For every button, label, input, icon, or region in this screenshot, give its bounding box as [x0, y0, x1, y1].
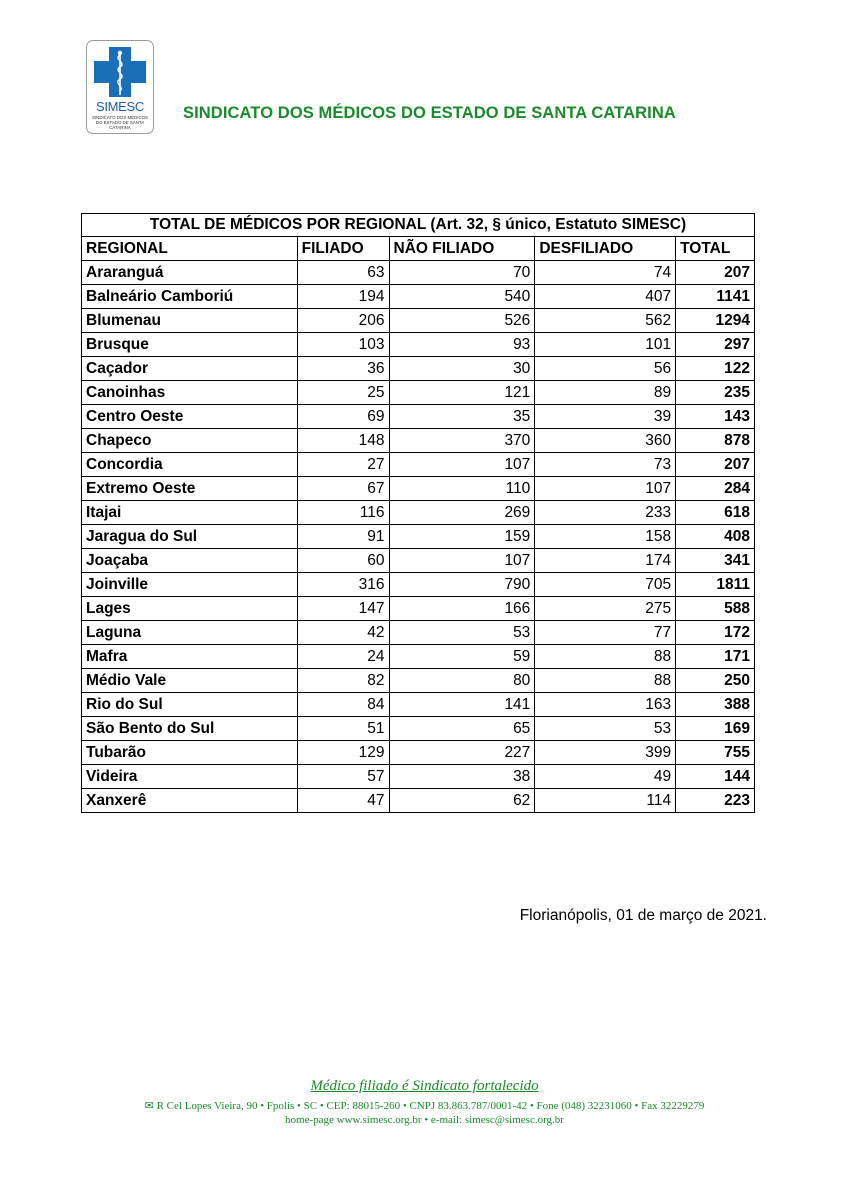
- cell-filiado: 129: [297, 741, 389, 765]
- header-total: TOTAL: [676, 237, 755, 261]
- cell-desfiliado: 562: [535, 309, 676, 333]
- cell-desfiliado: 53: [535, 717, 676, 741]
- cell-filiado: 82: [297, 669, 389, 693]
- organization-title: SINDICATO DOS MÉDICOS DO ESTADO DE SANTA CATARINA: [183, 104, 676, 122]
- cell-filiado: 36: [297, 357, 389, 381]
- cell-total: 172: [676, 621, 755, 645]
- cell-nao-filiado: 93: [389, 333, 535, 357]
- footer-address-line: [0, 1099, 849, 1112]
- cell-regional: Itajai: [82, 501, 298, 525]
- cell-total: 144: [676, 765, 755, 789]
- medical-cross-icon: [91, 45, 149, 99]
- cell-total: 297: [676, 333, 755, 357]
- cell-regional: Laguna: [82, 621, 298, 645]
- footer-slogan: Médico filiado é Sindicato fortalecido: [310, 1078, 539, 1094]
- table-row: [82, 669, 755, 693]
- header-nao-filiado: NÃO FILIADO: [389, 237, 535, 261]
- table-row: [82, 765, 755, 789]
- cell-filiado: 206: [297, 309, 389, 333]
- table-row: [82, 333, 755, 357]
- cell-nao-filiado: 370: [389, 429, 535, 453]
- cell-regional: Rio do Sul: [82, 693, 298, 717]
- cell-nao-filiado: 38: [389, 765, 535, 789]
- cell-total: 618: [676, 501, 755, 525]
- table-row: [82, 309, 755, 333]
- table-row: [82, 453, 755, 477]
- header-regional: REGIONAL: [82, 237, 298, 261]
- cell-desfiliado: 88: [535, 645, 676, 669]
- table-row: [82, 693, 755, 717]
- cell-total: 223: [676, 789, 755, 813]
- table-row: [82, 549, 755, 573]
- cell-regional: São Bento do Sul: [82, 717, 298, 741]
- cell-filiado: 67: [297, 477, 389, 501]
- table-row: [82, 501, 755, 525]
- cell-nao-filiado: 70: [389, 261, 535, 285]
- cell-regional: Balneário Camboriú: [82, 285, 298, 309]
- cell-total: 122: [676, 357, 755, 381]
- cell-nao-filiado: 121: [389, 381, 535, 405]
- cell-desfiliado: 39: [535, 405, 676, 429]
- cell-nao-filiado: 107: [389, 453, 535, 477]
- cell-filiado: 194: [297, 285, 389, 309]
- cell-desfiliado: 73: [535, 453, 676, 477]
- table-row: [82, 597, 755, 621]
- cell-desfiliado: 407: [535, 285, 676, 309]
- cell-total: 207: [676, 453, 755, 477]
- cell-regional: Joinville: [82, 573, 298, 597]
- cell-regional: Jaragua do Sul: [82, 525, 298, 549]
- cell-nao-filiado: 107: [389, 549, 535, 573]
- cell-filiado: 116: [297, 501, 389, 525]
- cell-nao-filiado: 65: [389, 717, 535, 741]
- cell-nao-filiado: 62: [389, 789, 535, 813]
- cell-regional: Araranguá: [82, 261, 298, 285]
- cell-desfiliado: 74: [535, 261, 676, 285]
- header-filiado: FILIADO: [297, 237, 389, 261]
- cell-desfiliado: 114: [535, 789, 676, 813]
- footer-web: home-page www.simesc.org.br • e-mail: simesc@simesc.org.br: [285, 1114, 564, 1126]
- cell-desfiliado: 77: [535, 621, 676, 645]
- envelope-icon: ✉: [144, 1100, 154, 1112]
- table-row: [82, 525, 755, 549]
- cell-filiado: 69: [297, 405, 389, 429]
- regional-table: [81, 213, 755, 813]
- cell-total: 169: [676, 717, 755, 741]
- cell-desfiliado: 158: [535, 525, 676, 549]
- cell-total: 143: [676, 405, 755, 429]
- cell-total: 250: [676, 669, 755, 693]
- cell-desfiliado: 233: [535, 501, 676, 525]
- cell-total: 1811: [676, 573, 755, 597]
- cell-desfiliado: 107: [535, 477, 676, 501]
- cell-total: 235: [676, 381, 755, 405]
- cell-nao-filiado: 227: [389, 741, 535, 765]
- cell-total: 878: [676, 429, 755, 453]
- logo-subtext: SINDICATO DOS MÉDICOS DO ESTADO DE SANTA CATARINA: [92, 115, 148, 130]
- cell-nao-filiado: 110: [389, 477, 535, 501]
- cell-nao-filiado: 269: [389, 501, 535, 525]
- cell-desfiliado: 56: [535, 357, 676, 381]
- cell-desfiliado: 163: [535, 693, 676, 717]
- table-row: [82, 789, 755, 813]
- cell-filiado: 24: [297, 645, 389, 669]
- cell-desfiliado: 88: [535, 669, 676, 693]
- cell-nao-filiado: 80: [389, 669, 535, 693]
- cell-total: 388: [676, 693, 755, 717]
- cell-nao-filiado: 166: [389, 597, 535, 621]
- cell-nao-filiado: 540: [389, 285, 535, 309]
- table-row: [82, 477, 755, 501]
- cell-filiado: 60: [297, 549, 389, 573]
- cell-filiado: 147: [297, 597, 389, 621]
- table-row: [82, 381, 755, 405]
- cell-regional: Concordia: [82, 453, 298, 477]
- cell-desfiliado: 101: [535, 333, 676, 357]
- simesc-logo: [86, 40, 154, 134]
- cell-regional: Canoinhas: [82, 381, 298, 405]
- cell-nao-filiado: 35: [389, 405, 535, 429]
- table-row: [82, 717, 755, 741]
- table-row: [82, 261, 755, 285]
- cell-filiado: 63: [297, 261, 389, 285]
- cell-nao-filiado: 141: [389, 693, 535, 717]
- cell-nao-filiado: 30: [389, 357, 535, 381]
- table-row: [82, 285, 755, 309]
- cell-filiado: 25: [297, 381, 389, 405]
- cell-total: 284: [676, 477, 755, 501]
- cell-filiado: 91: [297, 525, 389, 549]
- cell-regional: Tubarão: [82, 741, 298, 765]
- cell-total: 171: [676, 645, 755, 669]
- cell-total: 408: [676, 525, 755, 549]
- cell-desfiliado: 49: [535, 765, 676, 789]
- cell-nao-filiado: 53: [389, 621, 535, 645]
- cell-total: 341: [676, 549, 755, 573]
- cell-total: 207: [676, 261, 755, 285]
- header-desfiliado: DESFILIADO: [535, 237, 676, 261]
- table-row: [82, 741, 755, 765]
- cell-regional: Médio Vale: [82, 669, 298, 693]
- logo-name: SIMESC: [95, 99, 145, 114]
- cell-nao-filiado: 59: [389, 645, 535, 669]
- table-row: [82, 429, 755, 453]
- footer-address: R Cel Lopes Vieira, 90 • Fpolis • SC • CEP: 88015-260 • CNPJ 83.863.787/0001-42 • Fone (048) 32231060 • Fax 32229279: [156, 1100, 705, 1112]
- header-row: [82, 237, 755, 261]
- cell-nao-filiado: 790: [389, 573, 535, 597]
- cell-filiado: 103: [297, 333, 389, 357]
- cell-filiado: 57: [297, 765, 389, 789]
- cell-filiado: 42: [297, 621, 389, 645]
- cell-desfiliado: 399: [535, 741, 676, 765]
- cell-desfiliado: 360: [535, 429, 676, 453]
- table-row: [82, 645, 755, 669]
- cell-filiado: 27: [297, 453, 389, 477]
- cell-desfiliado: 275: [535, 597, 676, 621]
- cell-total: 755: [676, 741, 755, 765]
- cell-desfiliado: 174: [535, 549, 676, 573]
- cell-filiado: 316: [297, 573, 389, 597]
- cell-filiado: 51: [297, 717, 389, 741]
- cell-nao-filiado: 526: [389, 309, 535, 333]
- cell-regional: Centro Oeste: [82, 405, 298, 429]
- cell-regional: Caçador: [82, 357, 298, 381]
- table-row: [82, 357, 755, 381]
- cell-total: 1141: [676, 285, 755, 309]
- table-caption: TOTAL DE MÉDICOS POR REGIONAL (Art. 32, § único, Estatuto SIMESC): [82, 214, 755, 237]
- cell-regional: Brusque: [82, 333, 298, 357]
- cell-regional: Chapeco: [82, 429, 298, 453]
- cell-regional: Lages: [82, 597, 298, 621]
- cell-regional: Blumenau: [82, 309, 298, 333]
- table-row: [82, 573, 755, 597]
- cell-filiado: 84: [297, 693, 389, 717]
- date-line: Florianópolis, 01 de março de 2021.: [519, 907, 767, 924]
- cell-regional: Mafra: [82, 645, 298, 669]
- cell-regional: Videira: [82, 765, 298, 789]
- cell-filiado: 148: [297, 429, 389, 453]
- cell-total: 588: [676, 597, 755, 621]
- cell-desfiliado: 705: [535, 573, 676, 597]
- cell-filiado: 47: [297, 789, 389, 813]
- table-row: [82, 621, 755, 645]
- cell-regional: Extremo Oeste: [82, 477, 298, 501]
- cell-nao-filiado: 159: [389, 525, 535, 549]
- cell-desfiliado: 89: [535, 381, 676, 405]
- table-body: [82, 261, 755, 813]
- cell-regional: Joaçaba: [82, 549, 298, 573]
- cell-total: 1294: [676, 309, 755, 333]
- table-row: [82, 405, 755, 429]
- cell-regional: Xanxerê: [82, 789, 298, 813]
